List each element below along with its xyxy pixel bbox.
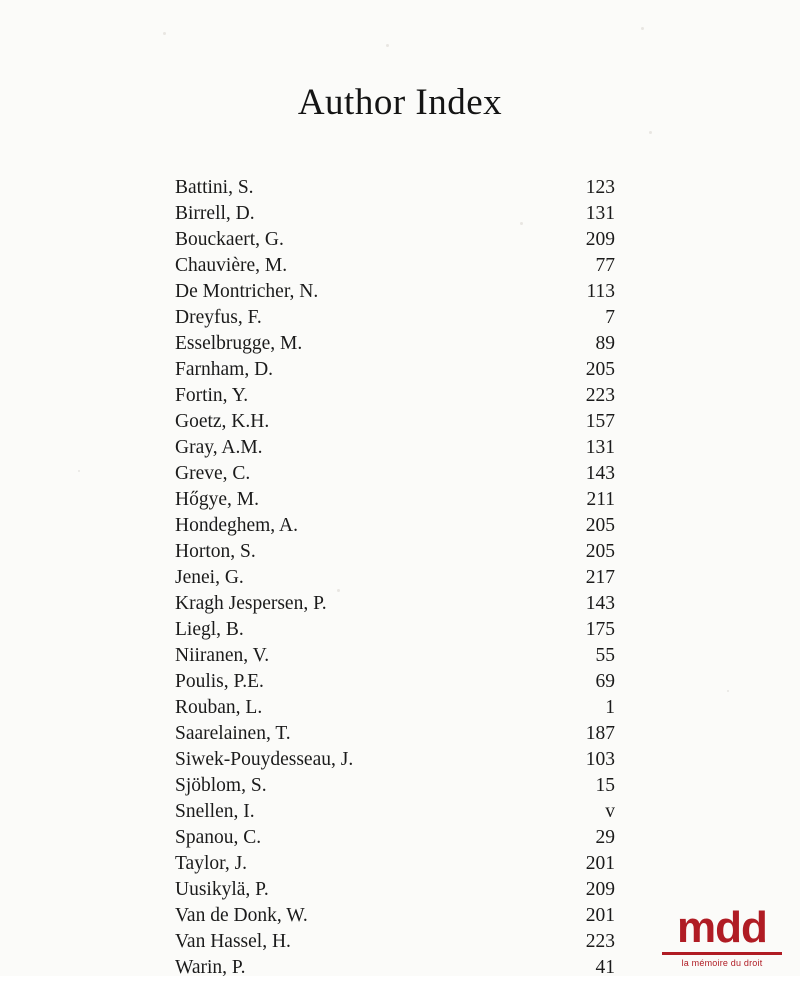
author-name: Gray, A.M. [175, 437, 263, 458]
author-name: Esselbrugge, M. [175, 333, 303, 354]
index-entry [175, 929, 615, 955]
index-entry [175, 851, 615, 877]
page-number: 89 [595, 333, 615, 354]
page-number: 69 [595, 671, 615, 692]
author-name: Battini, S. [175, 177, 254, 198]
author-name: De Montricher, N. [175, 281, 319, 302]
index-entry [175, 435, 615, 461]
author-name: Dreyfus, F. [175, 307, 262, 328]
page-number: 123 [585, 177, 615, 198]
page-number: 201 [585, 905, 615, 926]
index-entry [175, 955, 615, 981]
author-name: Horton, S. [175, 541, 256, 562]
author-name: Birrell, D. [175, 203, 255, 224]
author-index-list [175, 175, 615, 981]
index-entry [175, 773, 615, 799]
index-entry [175, 565, 615, 591]
index-entry [175, 383, 615, 409]
page-number: 223 [585, 385, 615, 406]
page-number: 209 [585, 879, 615, 900]
scan-speck [163, 32, 166, 35]
page-number: 175 [585, 619, 615, 640]
scan-speck [641, 27, 644, 30]
index-entry [175, 643, 615, 669]
index-entry [175, 591, 615, 617]
index-entry [175, 357, 615, 383]
page-number: 209 [585, 229, 615, 250]
author-name: Sjöblom, S. [175, 775, 267, 796]
page-number: 55 [595, 645, 615, 666]
author-name: Farnham, D. [175, 359, 274, 380]
scan-speck [78, 470, 80, 472]
author-name: Rouban, L. [175, 697, 263, 718]
page-number: 41 [595, 957, 615, 978]
index-entry [175, 539, 615, 565]
publisher-logo-tagline: la mémoire du droit [681, 958, 763, 968]
author-name: Hondeghem, A. [175, 515, 298, 536]
index-entry [175, 903, 615, 929]
index-entry [175, 227, 615, 253]
page-number: 7 [605, 307, 615, 328]
publisher-logo-mark: mdd [677, 903, 767, 952]
page-number: 187 [585, 723, 615, 744]
author-name: Warin, P. [175, 957, 246, 978]
page-number: 131 [585, 203, 615, 224]
author-name: Greve, C. [175, 463, 251, 484]
page-number: 201 [585, 853, 615, 874]
page-number: 77 [595, 255, 615, 276]
author-name: Goetz, K.H. [175, 411, 270, 432]
index-entry [175, 669, 615, 695]
author-name: Uusikylä, P. [175, 879, 269, 900]
page-title: Author Index [297, 81, 503, 123]
scan-speck [649, 131, 652, 134]
scan-speck [386, 44, 389, 47]
author-name: Van de Donk, W. [175, 905, 308, 926]
index-entry [175, 695, 615, 721]
author-name: Kragh Jespersen, P. [175, 593, 327, 614]
page-number: 131 [585, 437, 615, 458]
index-entry [175, 253, 615, 279]
author-name: Spanou, C. [175, 827, 262, 848]
index-entry [175, 331, 615, 357]
index-entry [175, 305, 615, 331]
author-name: Liegl, B. [175, 619, 244, 640]
page-number: 223 [585, 931, 615, 952]
page-number: 205 [585, 541, 615, 562]
page-number: 205 [585, 515, 615, 536]
page-number: 143 [585, 463, 615, 484]
page-number: 205 [585, 359, 615, 380]
page-number: 15 [595, 775, 615, 796]
author-name: Jenei, G. [175, 567, 244, 588]
index-entry [175, 877, 615, 903]
index-entry [175, 825, 615, 851]
author-name: Van Hassel, H. [175, 931, 291, 952]
index-entry [175, 513, 615, 539]
publisher-logo-rule [662, 952, 782, 955]
index-entry [175, 409, 615, 435]
author-name: Bouckaert, G. [175, 229, 284, 250]
page-number: 103 [585, 749, 615, 770]
index-entry [175, 799, 615, 825]
index-entry [175, 279, 615, 305]
author-name: Snellen, I. [175, 801, 255, 822]
publisher-logo [662, 903, 782, 968]
author-name: Chauvière, M. [175, 255, 288, 276]
author-name: Fortin, Y. [175, 385, 249, 406]
index-entry [175, 617, 615, 643]
page-number: 217 [585, 567, 615, 588]
index-entry [175, 721, 615, 747]
index-entry [175, 487, 615, 513]
page-number: 143 [585, 593, 615, 614]
author-name: Hőgye, M. [175, 489, 259, 510]
index-entry [175, 175, 615, 201]
page-number: v [605, 801, 615, 822]
author-name: Siwek-Pouydesseau, J. [175, 749, 354, 770]
scan-speck [727, 690, 729, 692]
author-name: Poulis, P.E. [175, 671, 264, 692]
page-number: 157 [585, 411, 615, 432]
author-name: Taylor, J. [175, 853, 248, 874]
index-entry [175, 747, 615, 773]
author-name: Saarelainen, T. [175, 723, 291, 744]
page-number: 211 [586, 489, 615, 510]
page-number: 29 [595, 827, 615, 848]
index-entry [175, 461, 615, 487]
index-entry [175, 201, 615, 227]
page-number: 113 [586, 281, 615, 302]
author-name: Niiranen, V. [175, 645, 270, 666]
page-number: 1 [605, 697, 615, 718]
